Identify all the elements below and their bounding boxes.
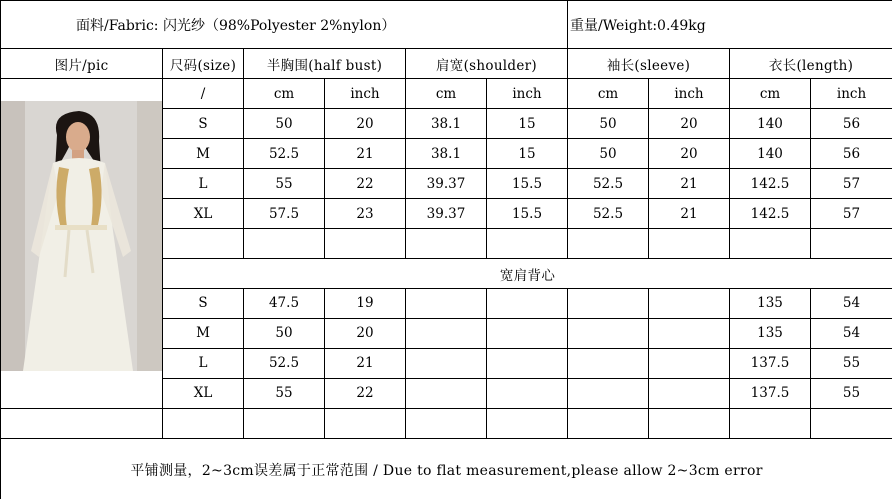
table-cell: 52.5 (244, 139, 325, 169)
table-cell: 15.5 (487, 199, 568, 229)
empty-cell (487, 229, 568, 259)
table-cell: 15 (487, 109, 568, 139)
table-cell (487, 288, 568, 318)
model-photo-illustration (1, 101, 163, 371)
pic-header: 图片/pic (1, 49, 163, 79)
empty-cell (244, 409, 325, 439)
table-cell: 15.5 (487, 169, 568, 199)
table-cell: 54 (811, 318, 892, 348)
curtain-right (137, 101, 163, 371)
table-cell: 52.5 (568, 199, 649, 229)
fabric-info: 面料/Fabric: 闪光纱（98%Polyester 2%nylon） (76, 17, 396, 34)
table-cell: 55 (244, 169, 325, 199)
table-cell: 20 (649, 139, 730, 169)
table-cell: 55 (244, 378, 325, 408)
table-cell: 20 (325, 109, 406, 139)
empty-cell (406, 229, 487, 259)
table-cell: 47.5 (244, 288, 325, 318)
empty-cell (730, 409, 811, 439)
table-cell: 137.5 (730, 378, 811, 408)
table-cell: 142.5 (730, 199, 811, 229)
product-photo-cell (1, 79, 163, 409)
table-cell: 50 (568, 109, 649, 139)
table-cell: 19 (325, 288, 406, 318)
table-cell (568, 348, 649, 378)
empty-cell (487, 409, 568, 439)
model-face (66, 122, 90, 152)
size-cell: L (163, 348, 244, 378)
empty-row (1, 409, 892, 439)
table-cell: 55 (811, 348, 892, 378)
weight-info-cell (568, 1, 892, 49)
unit-length-inch: inch (811, 79, 892, 109)
unit-size: / (163, 79, 244, 109)
empty-cell (163, 229, 244, 259)
curtain-left (1, 101, 25, 371)
footer-row (1, 439, 892, 499)
empty-cell (730, 229, 811, 259)
sleeve-header: 袖长(sleeve) (568, 49, 730, 79)
unit-bust-inch: inch (325, 79, 406, 109)
table-cell: 140 (730, 109, 811, 139)
size-cell: XL (163, 199, 244, 229)
section2-title: 宽肩背心 (163, 259, 892, 288)
table-cell: 55 (811, 378, 892, 408)
table-cell: 20 (325, 318, 406, 348)
table-cell (649, 348, 730, 378)
empty-cell (1, 409, 163, 439)
weight-info: 重量/Weight:0.49kg (570, 17, 706, 34)
table-cell (649, 378, 730, 408)
table-cell: 50 (244, 109, 325, 139)
table-cell: 21 (325, 139, 406, 169)
size-cell: M (163, 139, 244, 169)
table-cell: 20 (649, 109, 730, 139)
table-cell (406, 288, 487, 318)
table-cell (568, 378, 649, 408)
table-cell (406, 348, 487, 378)
table-cell: 50 (568, 139, 649, 169)
bust-header: 半胸围(half bust) (244, 49, 406, 79)
size-header: 尺码(size) (163, 49, 244, 79)
empty-cell (406, 409, 487, 439)
table-cell: 54 (811, 288, 892, 318)
empty-cell (325, 229, 406, 259)
table-cell: 21 (325, 348, 406, 378)
table-cell (649, 318, 730, 348)
table-cell: 56 (811, 139, 892, 169)
table-cell: 57 (811, 169, 892, 199)
table-cell: 142.5 (730, 169, 811, 199)
table-cell: 52.5 (568, 169, 649, 199)
unit-shoulder-cm: cm (406, 79, 487, 109)
empty-cell (649, 229, 730, 259)
table-cell: 22 (325, 378, 406, 408)
table-cell: 135 (730, 288, 811, 318)
unit-shoulder-inch: inch (487, 79, 568, 109)
unit-length-cm: cm (730, 79, 811, 109)
table-cell: 56 (811, 109, 892, 139)
table-cell (568, 318, 649, 348)
table-cell (406, 378, 487, 408)
gown-belt (55, 225, 107, 230)
table-cell: 50 (244, 318, 325, 348)
size-cell: L (163, 169, 244, 199)
empty-cell (568, 229, 649, 259)
length-header: 衣长(length) (730, 49, 892, 79)
table-cell (568, 288, 649, 318)
table-cell: 135 (730, 318, 811, 348)
footer-note: 平铺测量，2~3cm误差属于正常范围 / Due to flat measurement,please allow 2~3cm error (1, 439, 892, 499)
table-cell (649, 288, 730, 318)
unit-sleeve-cm: cm (568, 79, 649, 109)
table-cell (487, 318, 568, 348)
shoulder-header: 肩宽(shoulder) (406, 49, 568, 79)
table-cell: 57.5 (244, 199, 325, 229)
empty-cell (244, 229, 325, 259)
table-cell: 23 (325, 199, 406, 229)
table-cell (406, 318, 487, 348)
product-photo (1, 79, 163, 408)
table-cell: 52.5 (244, 348, 325, 378)
size-cell: S (163, 109, 244, 139)
table-cell: 140 (730, 139, 811, 169)
fabric-info-cell (1, 1, 568, 49)
size-cell: XL (163, 378, 244, 408)
table-cell: 57 (811, 199, 892, 229)
empty-cell (163, 409, 244, 439)
empty-cell (649, 409, 730, 439)
table-cell: 39.37 (406, 169, 487, 199)
empty-cell (811, 229, 892, 259)
info-row (1, 1, 892, 49)
table-cell: 38.1 (406, 139, 487, 169)
size-cell: S (163, 288, 244, 318)
table-cell: 15 (487, 139, 568, 169)
table-cell (487, 348, 568, 378)
table-cell: 137.5 (730, 348, 811, 378)
empty-cell (325, 409, 406, 439)
size-cell: M (163, 318, 244, 348)
unit-bust-cm: cm (244, 79, 325, 109)
unit-row (1, 79, 892, 109)
header-row (1, 49, 892, 79)
unit-sleeve-inch: inch (649, 79, 730, 109)
table-cell: 21 (649, 199, 730, 229)
empty-cell (568, 409, 649, 439)
table-cell: 38.1 (406, 109, 487, 139)
table-cell: 21 (649, 169, 730, 199)
table-cell: 22 (325, 169, 406, 199)
table-cell: 39.37 (406, 199, 487, 229)
table-cell (487, 378, 568, 408)
